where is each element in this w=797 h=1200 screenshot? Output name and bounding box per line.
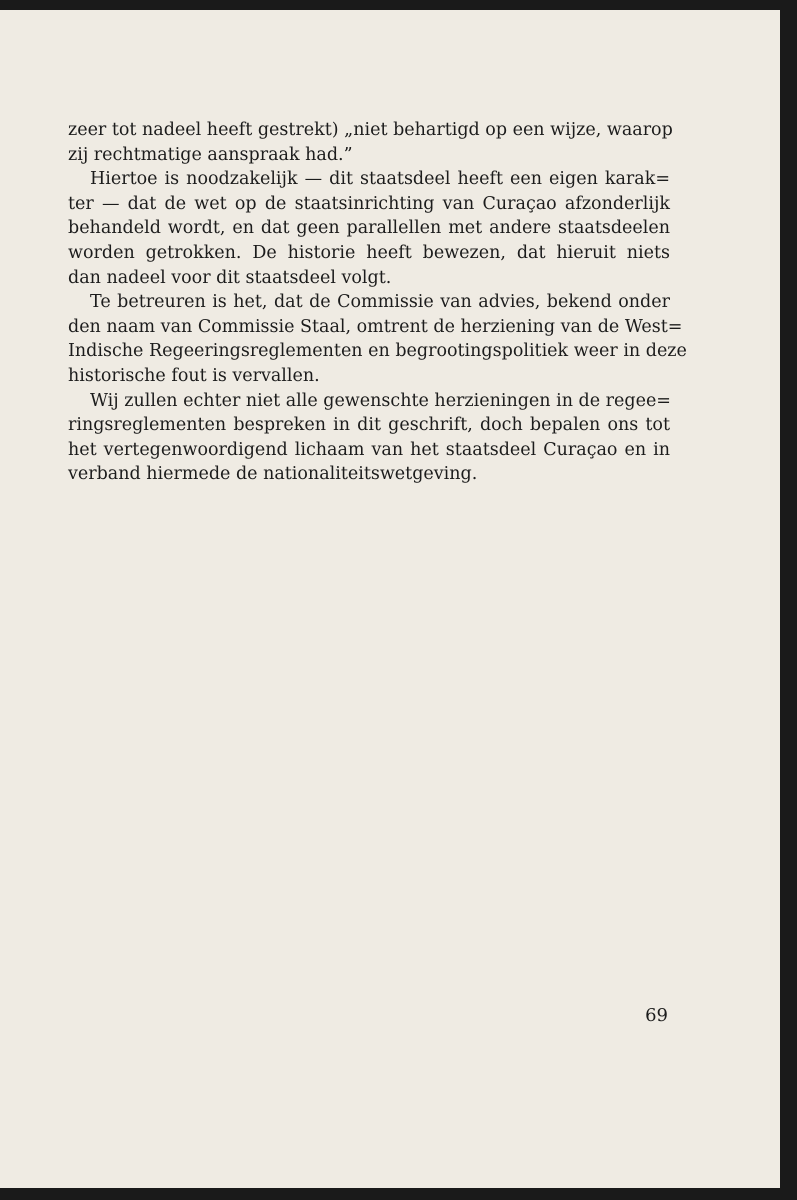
text-line: zij rechtmatige aanspraak had.” bbox=[68, 144, 353, 165]
text-line: Hiertoe is noodzakelijk — dit staatsdeel heeft een eigen karak= bbox=[90, 169, 670, 190]
text-line: den naam van Commissie Staal, omtrent de herziening van de West= bbox=[68, 316, 683, 337]
text-line: behandeld wordt, en dat geen parallellen met andere staatsdeelen bbox=[68, 218, 670, 239]
text-line: historische fout is vervallen. bbox=[68, 365, 320, 386]
book-page bbox=[0, 10, 780, 1188]
text-line: dan nadeel voor dit staatsdeel volgt. bbox=[68, 267, 392, 288]
text-line: Wij zullen echter niet alle gewenschte herzieningen in de regee= bbox=[90, 390, 671, 411]
text-line: zeer tot nadeel heeft gestrekt) „niet behartigd op een wijze, waarop bbox=[68, 120, 673, 140]
text-line: het vertegenwoordigend lichaam van het staatsdeel Curaçao en in bbox=[68, 439, 670, 460]
text-line: worden getrokken. De historie heeft bewezen, dat hieruit niets bbox=[68, 242, 670, 263]
text-line: ringsreglementen bespreken in dit geschrift, doch bepalen ons tot bbox=[68, 415, 670, 436]
body-text bbox=[68, 118, 687, 487]
page-number: 69 bbox=[645, 1005, 668, 1026]
text-line: Indische Regeeringsreglementen en begrootingspolitiek weer in deze bbox=[68, 341, 687, 362]
text-line: verband hiermede de nationaliteitswetgeving. bbox=[68, 464, 478, 485]
text-line: ter — dat de wet op de staatsinrichting van Curaçao afzonderlijk bbox=[68, 193, 670, 214]
text-line: Te betreuren is het, dat de Commissie van advies, bekend onder bbox=[90, 292, 670, 313]
